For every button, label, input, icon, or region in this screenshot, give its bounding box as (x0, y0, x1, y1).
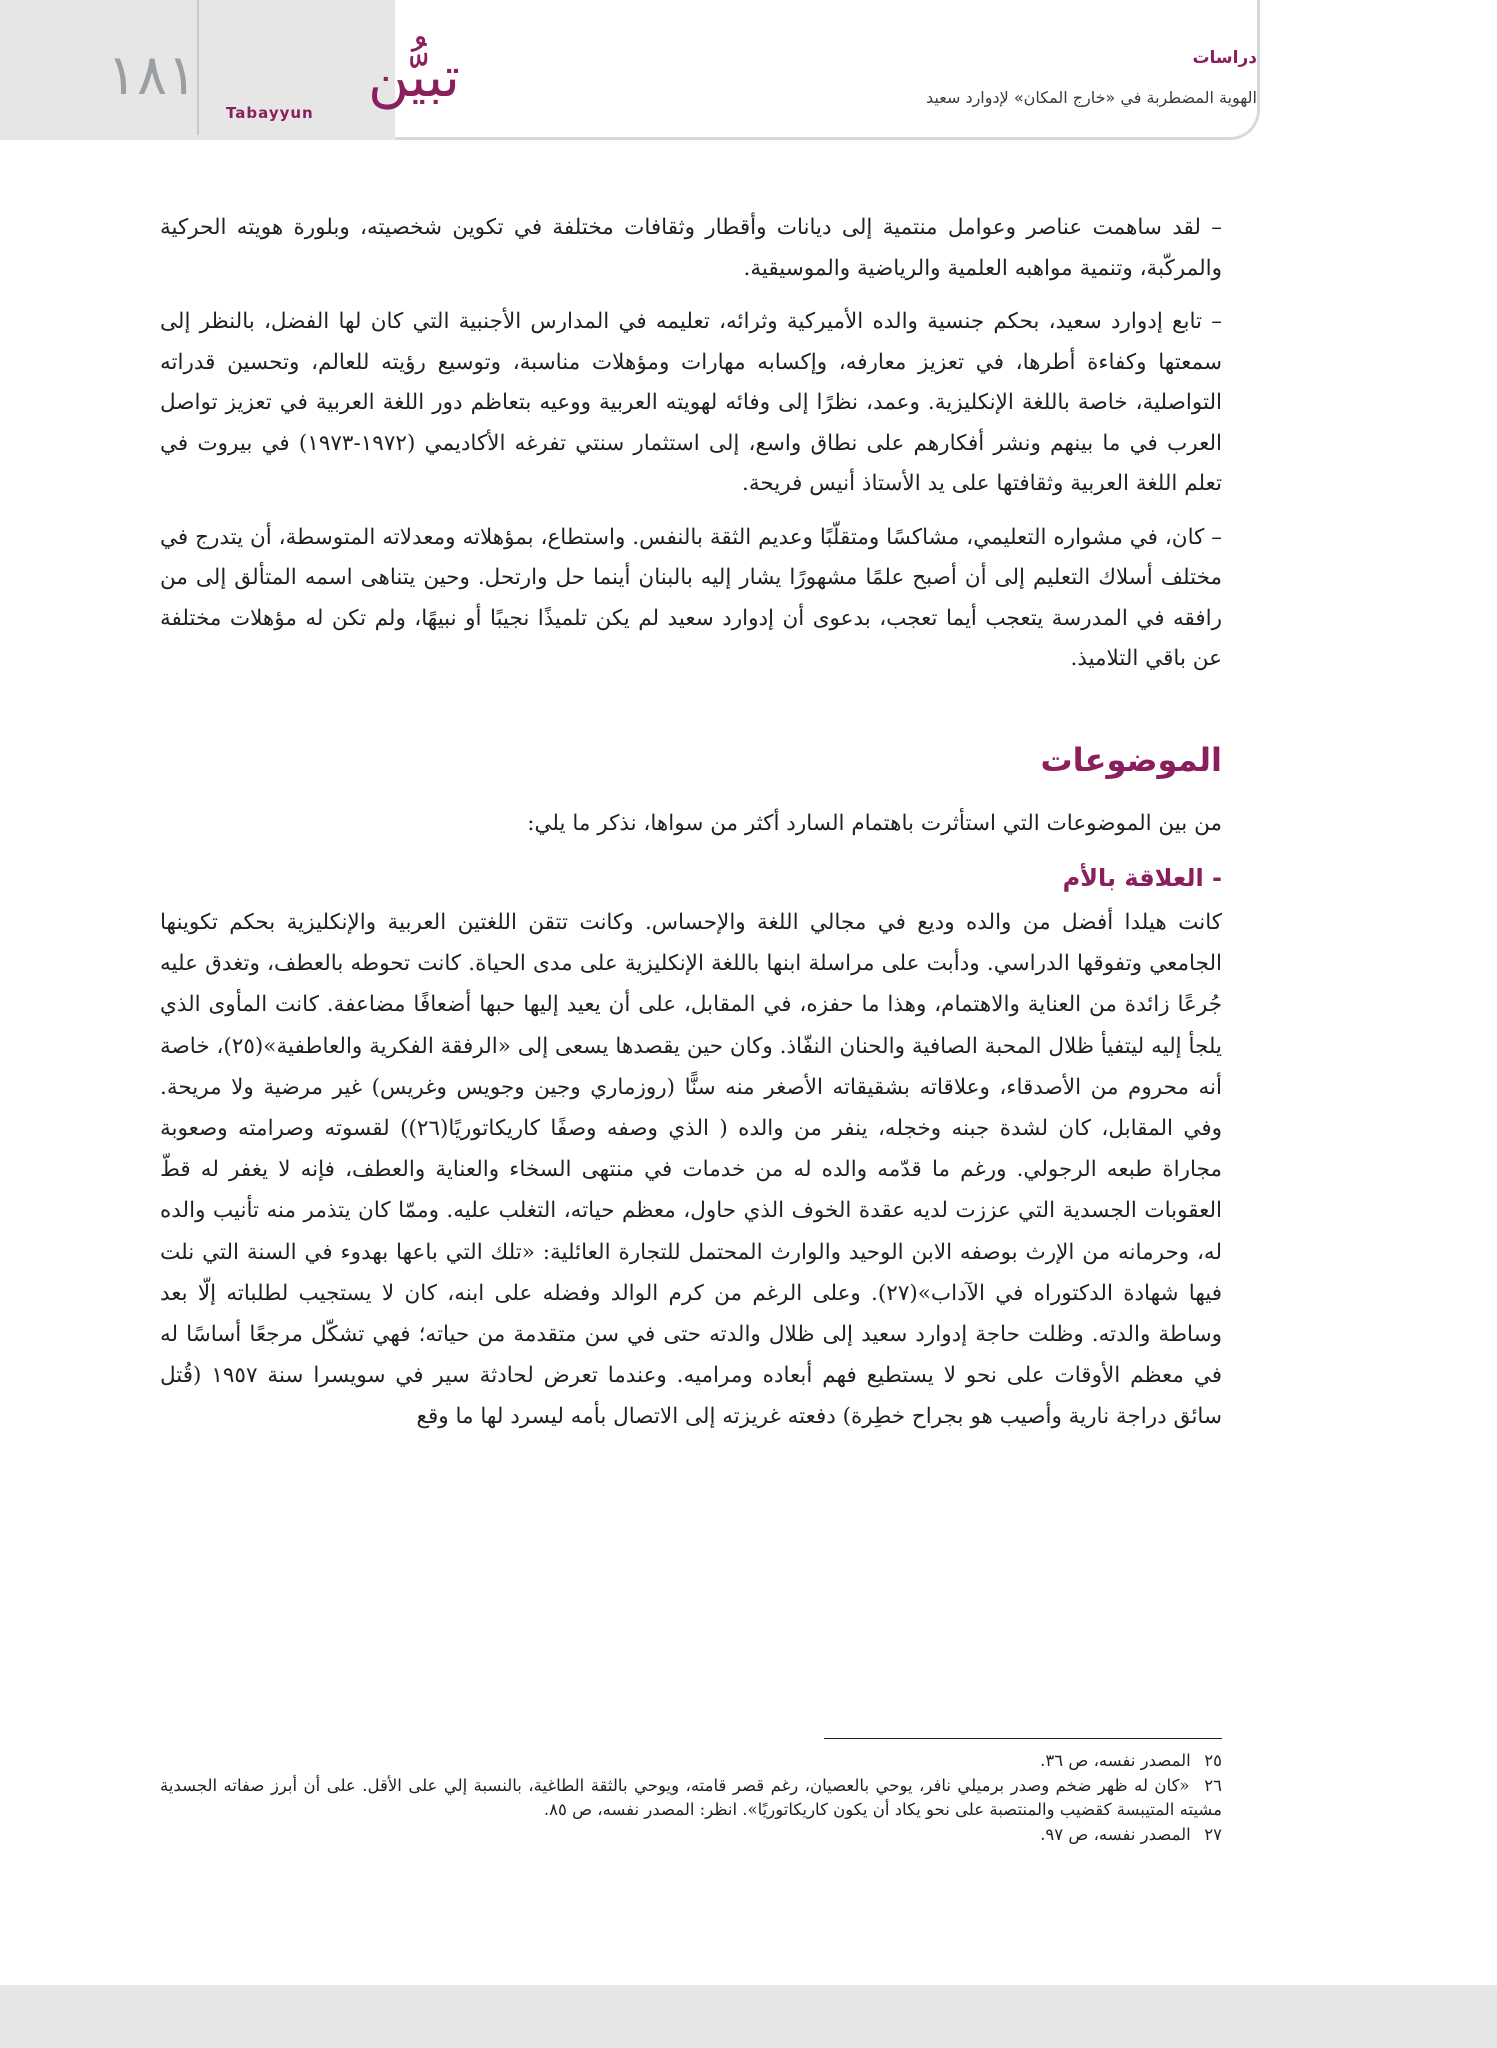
body-paragraph-1: – لقد ساهمت عناصر وعوامل منتمية إلى ديانات وأقطار وثقافات مختلفة في تكوين شخصيته، وبلورة هويته الحركية والمركّبة، وتنمية مواهبه العلمية والرياضية والموسيقية. (160, 215, 1222, 281)
header-frame (395, 0, 1260, 140)
footnote-26 (160, 1774, 1222, 1823)
intro-paragraph: من بين الموضوعات التي استأثرت باهتمام السارد أكثر من سواها، نذكر ما يلي: (527, 810, 1222, 836)
footnote-number: ٢٧ (1204, 1824, 1222, 1844)
running-title: الهوية المضطربة في «خارج المكان» لإدوارد سعيد (926, 88, 1257, 107)
header-divider (197, 0, 199, 135)
footnote-number: ٢٥ (1204, 1751, 1222, 1770)
footer-band (0, 1985, 1497, 2048)
footnote-25 (160, 1749, 1222, 1774)
footnote-text: المصدر نفسه، ص ٩٧. (1040, 1824, 1191, 1844)
logo-arabic-text: تبيُّن (368, 45, 461, 110)
footnote-text: «كان له ظهر ضخم وصدر برميلي نافر، يوحي بالعصيان، رغم قصر قامته، ويوحي بالثقة الطاغية، بالنسبة إلي على الأقل. على أن أبرز صفاته الجسدية مشيته المتيبسة كقضيب والمنتصبة على نحو يكاد أن يكون كاريكاتوريًا». انظر: المصدر نفسه، ص ٨٥. (160, 1775, 1222, 1819)
footnotes (160, 1738, 1222, 1847)
footnote-27 (160, 1823, 1222, 1848)
section-label: دراسات (1192, 48, 1257, 68)
page-number: ١٨١ (106, 42, 198, 108)
section-heading-topics: الموضوعات (1040, 740, 1222, 779)
footnote-text: المصدر نفسه، ص ٣٦. (1040, 1751, 1191, 1770)
subheading-mother-relationship: - العلاقة بالأم (1062, 864, 1222, 892)
footnote-rule (824, 1738, 1222, 1739)
body-paragraph-3: – كان، في مشواره التعليمي، مشاكسًا ومتقلّبًا وعديم الثقة بالنفس. واستطاع، بمؤهلاته ومعدلاته المتوسطة، أن يتدرج في مختلف أسلاك التعليم إلى أن أصبح علمًا مشهورًا يشار إليه بالبنان أينما حل وارتحل. وحين يتناهى اسمه المتألق إلى من رافقه في المدرسة يتعجب أيما تعجب، بدعوى أن إدوارد سعيد لم يكن تلميذًا نجيبًا أو نبيهًا، ولم تكن له مؤهلات مختلفة عن باقي التلاميذ. (160, 524, 1222, 671)
article-body (160, 208, 1222, 1451)
footnote-number: ٢٦ (1204, 1775, 1222, 1795)
mother-paragraph: كانت هيلدا أفضل من والده وديع في مجالي اللغة والإحساس. وكانت تتقن اللغتين العربية والإنكليزية بحكم تكوينها الجامعي وتفوقها الدراسي. ودأبت على مراسلة ابنها باللغة الإنكليزية على مدى الحياة. كانت تحوطه بالعطف، وتغدق عليه جُرعًا زائدة من العناية والاهتمام، وهذا ما حفزه، في المقابل، على أن يعيد إليها حبها أضعافًا مضاعفة. كانت المأوى الذي يلجأ إليه ليتفيأ ظلال المحبة الصافية والحنان النفّاذ. وكان حين يقصدها يسعى إلى «الرفقة الفكرية والعاطفية»(٢٥)، خاصة أنه محروم من الأصدقاء، وعلاقاته بشقيقاته الأصغر منه سنًّا (روزماري وجين وجويس وغريس) غير مرضية ولا مريحة. وفي المقابل، كان لشدة جبنه وخجله، ينفر من والده ( الذي وصفه وصفًا كاريكاتوريًا(٢٦)) لقسوته وصرامته وصعوبة مجاراة طبعه الرجولي. ورغم ما قدّمه والده له من خدمات في منتهى السخاء والعناية والعطف، فإنه لا يغفر له قطّ العقوبات الجسدية التي عززت لديه عقدة الخوف الذي حاول، معظم حياته، التغلب عليه. وممّا كان يتذمر منه تأنيب والده له، وحرمانه من الإرث بوصفه الابن الوحيد والوارث المحتمل للتجارة العائلية: «تلك التي باعها بهدوء في السنة التي نلت فيها شهادة الدكتوراه في الآداب»(٢٧). وعلى الرغم من كرم الوالد وفضله على ابنه، كان لا يستجيب لطلباته إلّا بعد وساطة والدته. وظلت حاجة إدوارد سعيد إلى ظلال والدته حتى في سن متقدمة من حياته؛ فهي تشكّل مرجعًا أساسًا له في معظم الأوقات على نحو لا يستطيع فهم أبعاده ومراميه. وعندما تعرض لحادثة سير في سويسرا سنة ١٩٥٧ (قُتل سائق دراجة نارية وأصيب هو بجراح خطِرة) دفعته غريزته إلى الاتصال بأمه ليسرد لها ما وقع (160, 910, 1223, 1430)
logo-latin-text: Tabayyun (226, 104, 314, 122)
body-paragraph-2: – تابع إدوارد سعيد، بحكم جنسية والده الأميركية وثرائه، تعليمه في المدارس الأجنبية التي كان لها الفضل، بالنظر إلى سمعتها وكفاءة أطرها، في تعزيز معارفه، وإكسابه مهارات ومؤهلات مناسبة، وتوسيع رؤيته للعالم، وتحسين قدراته التواصلية، خاصة باللغة الإنكليزية. وعمد، نظرًا إلى وفائه لهويته العربية ووعيه بتعاظم دور اللغة العربية في تعزيز تواصل العرب في ما بينهم ونشر أفكارهم على نطاق واسع، إلى استثمار سنتي تفرغه الأكاديمي (١٩٧٢-١٩٧٣) في بيروت في تعلم اللغة العربية وثقافتها على يد الأستاذ أنيس فريحة. (160, 309, 1222, 496)
